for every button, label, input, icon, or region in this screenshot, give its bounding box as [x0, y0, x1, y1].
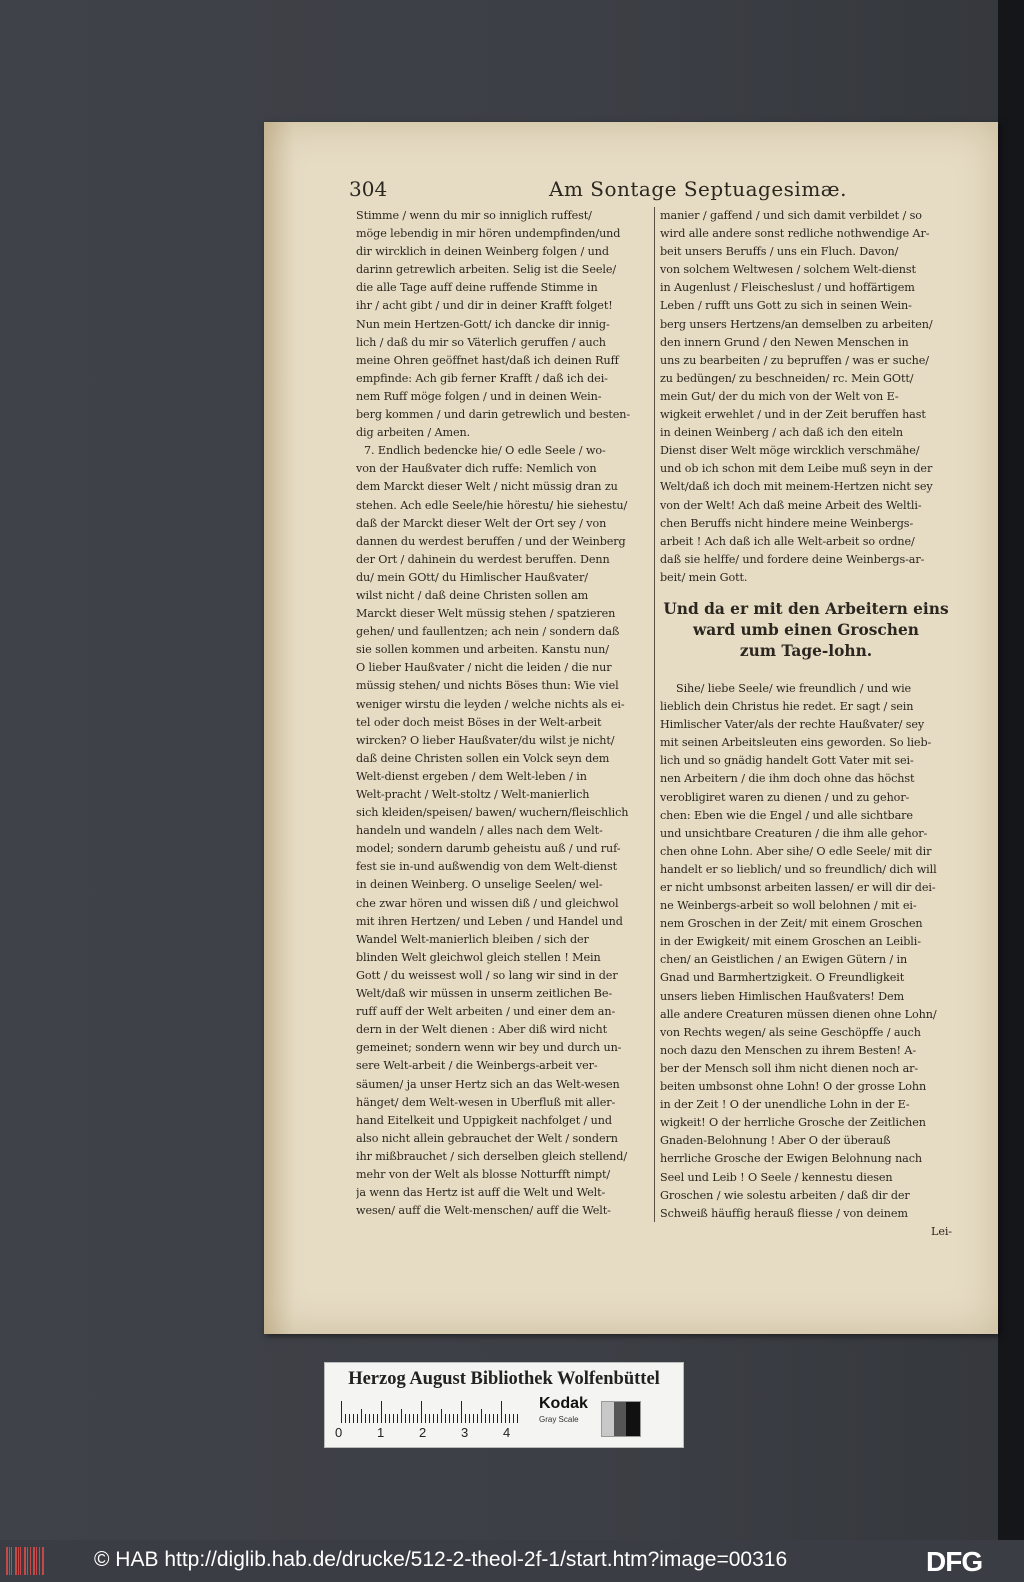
- copyright-url-link[interactable]: © HAB http://diglib.hab.de/drucke/512-2-theol-2f-1/start.htm?image=00316: [94, 1548, 788, 1571]
- ruler-tick: [429, 1414, 430, 1423]
- text-line: model; sondern darumb geheistu auß / und ruf-: [356, 842, 621, 856]
- text-line: daß der Marckt dieser Welt der Ort sey / von: [356, 516, 607, 530]
- ruler-tick: [425, 1414, 426, 1423]
- text-line: von Rechts wegen/ als seine Geschöpffe / auch: [660, 1025, 921, 1039]
- ruler-tick: [405, 1414, 406, 1423]
- ruler-number: 2: [419, 1425, 427, 1440]
- ruler-tick: [461, 1401, 462, 1423]
- text-line: wigkeit erwehlet / und in der Zeit beruffen hast: [660, 408, 926, 422]
- kodak-brand: Kodak: [539, 1395, 588, 1412]
- ruler-tick: [501, 1401, 502, 1423]
- ruler-tick: [381, 1401, 382, 1423]
- text-line: weniger wirstu die leyden / welche nichts als ei-: [356, 697, 625, 711]
- text-line: Welt-dienst ergeben / dem Welt-leben / in: [356, 769, 587, 783]
- column-divider: [654, 207, 655, 1222]
- measurement-ruler: [341, 1401, 519, 1423]
- ruler-tick: [497, 1414, 498, 1423]
- text-line: alle andere Creaturen müssen dienen ohne Lohn/: [660, 1007, 937, 1021]
- text-line: ihr mißbrauchet / sich derselben gleich stellend/: [356, 1149, 627, 1163]
- ruler-tick: [509, 1414, 510, 1423]
- barcode-bar: [36, 1547, 37, 1575]
- text-line: lich und so gnädig handelt Gott Vater mit sei-: [660, 754, 914, 768]
- ruler-tick: [397, 1414, 398, 1423]
- text-line: gemeinet; sondern wenn wir bey und durch un-: [356, 1041, 622, 1055]
- dfg-logo: DFG: [926, 1546, 983, 1577]
- text-line: Gnaden-Belohnung ! Aber O der überauß: [660, 1134, 891, 1148]
- ruler-tick: [389, 1414, 390, 1423]
- text-line: und unsichtbare Creaturen / die ihm alle gehor-: [660, 826, 928, 840]
- text-line: verobligiret waren zu dienen / und zu gehor-: [660, 790, 910, 804]
- ruler-tick: [417, 1414, 418, 1423]
- text-line: hand Eitelkeit und Uppigkeit nachfolget / und: [356, 1113, 612, 1127]
- ruler-tick: [353, 1414, 354, 1423]
- ruler-tick: [473, 1414, 474, 1423]
- text-line: und ob ich schon mit dem Leibe muß seyn in der: [660, 462, 933, 476]
- right-column-top-text: [660, 207, 952, 587]
- text-line: säumen/ ja unser Hertz sich an das Welt-wesen: [356, 1077, 620, 1091]
- text-line: uns zu bearbeiten / zu bepruffen / was er suche/: [660, 353, 929, 367]
- ruler-number: 4: [503, 1425, 511, 1440]
- text-line: nem Groschen in der Zeit/ mit einem Groschen: [660, 917, 923, 931]
- ruler-tick: [433, 1414, 434, 1423]
- text-line: wesen/ auff die Welt-menschen/ auff die Welt-: [356, 1204, 611, 1218]
- text-line: dern in der Welt dienen : Aber diß wird nicht: [356, 1023, 608, 1037]
- ruler-tick: [453, 1414, 454, 1423]
- ruler-tick: [449, 1414, 450, 1423]
- running-title: Am Sontage Septuagesimæ.: [549, 177, 847, 201]
- text-line: sich kleiden/speisen/ bawen/ wuchern/fleischlich: [356, 806, 629, 820]
- ruler-number: 1: [377, 1425, 385, 1440]
- text-line: daß deine Christen sollen ein Volck seyn dem: [356, 751, 610, 765]
- text-line: Seel und Leib ! O Seele / kennestu diesen: [660, 1170, 893, 1184]
- ruler-tick: [457, 1414, 458, 1423]
- text-line: berg kommen / und darin getrewlich und besten-: [356, 408, 631, 422]
- ruler-tick: [489, 1414, 490, 1423]
- ruler-tick: [393, 1414, 394, 1423]
- ruler-tick: [401, 1409, 402, 1423]
- ruler-tick: [421, 1401, 422, 1423]
- text-line: müssig stehen/ und nichts Böses thun: Wie viel: [356, 679, 619, 693]
- text-line: Welt/daß wir müssen in unserm zeitlichen Be-: [356, 987, 613, 1001]
- text-line: ihr / acht gibt / und dir in deiner Krafft folget!: [356, 299, 613, 313]
- text-line: hänget/ dem Welt-wesen in Uberfluß mit aller-: [356, 1095, 616, 1109]
- ruler-tick: [409, 1414, 410, 1423]
- barcode-bar: [24, 1547, 26, 1575]
- text-line: Leben / rufft uns Gott zu sich in seinen Wein-: [660, 299, 912, 313]
- text-line: herrliche Grosche der Ewigen Belohnung nach: [660, 1152, 923, 1166]
- text-line: in deinen Weinberg / ach daß ich den eiteln: [660, 426, 903, 440]
- text-line: tel oder doch meist Böses in der Welt-arbeit: [356, 715, 602, 729]
- text-line: meine Ohren geöffnet hast/daß ich deinen Ruff: [356, 353, 619, 367]
- text-line: empfinde: Ach gib ferner Krafft / daß ich dei-: [356, 371, 608, 385]
- text-line: Stimme / wenn du mir so inniglich ruffest/: [356, 209, 592, 222]
- text-line: ruff auff der Welt arbeiten / und einer dem an-: [356, 1005, 616, 1019]
- text-line: beit/ mein Gott.: [660, 570, 748, 584]
- ruler-number: 3: [461, 1425, 469, 1440]
- ruler-tick: [437, 1414, 438, 1423]
- text-line: Gnad und Barmhertzigkeit. O Freundligkeit: [660, 971, 905, 985]
- text-line: beiten umbsonst ohne Lohn! O der grosse Lohn: [660, 1080, 927, 1094]
- text-line: O lieber Haußvater / nicht die leiden / die nur: [356, 661, 612, 675]
- barcode-bar: [6, 1547, 8, 1575]
- text-line: dig arbeiten / Amen.: [356, 426, 471, 440]
- text-line: fest sie in-und außwendig von dem Welt-dienst: [356, 860, 618, 874]
- ruler-tick: [377, 1414, 378, 1423]
- text-line: dem Marckt dieser Welt / nicht müssig dran zu: [356, 480, 618, 494]
- text-line: ne Weinbergs-arbeit so woll belohnen / mit ei-: [660, 899, 917, 913]
- text-line: chen/ an Geistlichen / an Ewigen Gütern / in: [660, 953, 908, 967]
- text-line: dir wircklich in deinen Weinberg folgen / und: [356, 245, 609, 259]
- text-line: du/ mein GOtt/ du Himlischer Haußvater/: [356, 570, 588, 584]
- text-line: handelt er so lieblich/ und so freundlich/ dich will: [660, 862, 937, 876]
- text-line: Marckt dieser Welt müssig stehen / spatzieren: [356, 607, 616, 621]
- text-line: Nun mein Hertzen-Gott/ ich dancke dir innig-: [356, 317, 610, 331]
- section-heading: [660, 599, 952, 662]
- text-line: daß sie helffe/ und fordere deine Weinbergs-ar-: [660, 552, 925, 566]
- text-line: che zwar hören und wissen diß / und gleichwol: [356, 896, 619, 910]
- page-number: 304: [349, 177, 388, 201]
- ruler-tick: [477, 1414, 478, 1423]
- text-column-left: [356, 207, 648, 1220]
- text-line: Welt/daß ich doch mit meinem-Hertzen nicht sey: [660, 480, 933, 494]
- text-line: Sihe/ liebe Seele/ wie freundlich / und wie: [676, 681, 912, 695]
- text-line: von der Welt! Ach daß meine Arbeit des Weltli-: [660, 498, 922, 512]
- ruler-tick: [345, 1414, 346, 1423]
- barcode-bar: [30, 1547, 31, 1575]
- scanner-edge: [998, 0, 1024, 1540]
- text-line: von solchem Weltwesen / solchem Welt-dienst: [660, 263, 916, 277]
- footer-bar: [0, 1540, 1024, 1582]
- barcode-bar: [42, 1547, 44, 1575]
- text-line: Wandel Welt-manierlich bleiben / sich der: [356, 932, 589, 946]
- text-line: der Ort / dahinein du werdest beruffen. Denn: [356, 552, 610, 566]
- text-line: in Augenlust / Fleischeslust / und hoffärtigem: [660, 281, 915, 295]
- heading-line: zum Tage-lohn.: [739, 641, 873, 660]
- right-column-bottom-text: [660, 680, 952, 1241]
- text-line: dannen du werdest beruffen / und der Weinberg: [356, 534, 626, 548]
- ruler-tick: [505, 1414, 506, 1423]
- running-head: [349, 177, 929, 207]
- ruler-tick: [517, 1414, 518, 1423]
- text-line: sie sollen kommen und arbeiten. Kanstu nun/: [356, 643, 609, 657]
- ruler-tick: [485, 1414, 486, 1423]
- ruler-tick: [357, 1414, 358, 1423]
- text-line: mein Gut/ der du mich von der Welt von E-: [660, 389, 899, 403]
- ruler-tick: [349, 1414, 350, 1423]
- ruler-number: 0: [335, 1425, 343, 1440]
- ruler-tick: [373, 1414, 374, 1423]
- ruler-tick: [441, 1409, 442, 1423]
- ruler-tick: [341, 1401, 342, 1423]
- barcode-bar: [20, 1547, 21, 1575]
- ruler-tick: [465, 1414, 466, 1423]
- ruler-tick: [481, 1409, 482, 1423]
- text-line: die alle Tage auff deine ruffende Stimme in: [356, 281, 598, 295]
- text-line: möge lebendig in mir hören undempfinden/und: [356, 227, 621, 241]
- text-line: chen: Eben wie die Engel / und alle sichtbare: [660, 808, 913, 822]
- text-line: darinn getrewlich arbeiten. Selig ist die Seele/: [356, 263, 617, 277]
- ruler-tick: [413, 1414, 414, 1423]
- text-line: 7. Endlich bedencke hie/ O edle Seele / wo-: [364, 444, 606, 458]
- text-line: handeln und wandeln / alles nach dem Welt-: [356, 824, 603, 838]
- text-line: lich / daß du mir so Väterlich geruffen / auch: [356, 335, 606, 349]
- barcode-bar: [33, 1547, 35, 1575]
- ruler-tick: [445, 1414, 446, 1423]
- barcode-icon: [6, 1545, 46, 1577]
- book-page: [264, 122, 998, 1334]
- ruler-tick: [513, 1414, 514, 1423]
- barcode-bar: [39, 1547, 40, 1575]
- ruler-tick: [385, 1414, 386, 1423]
- text-line: in der Zeit ! O der unendliche Lohn in der E-: [660, 1098, 910, 1112]
- barcode-bar: [15, 1547, 17, 1575]
- text-line: mehr von der Welt als blosse Notturfft nimpt/: [356, 1167, 611, 1181]
- text-line: blinden Welt gleichwol gleich stellen ! Mein: [356, 950, 601, 964]
- text-line: wircken? O lieber Haußvater/du wilst je nicht/: [356, 733, 615, 747]
- ruler-tick: [493, 1414, 494, 1423]
- text-line: also nicht allein gebrauchet der Welt / sondern: [356, 1131, 618, 1145]
- text-line: ja wenn das Hertz ist auff die Welt und Welt-: [356, 1186, 606, 1200]
- text-line: nen Arbeitern / die ihm doch ohne das höchst: [660, 772, 915, 786]
- barcode-bar: [18, 1547, 19, 1575]
- barcode-bar: [11, 1547, 12, 1575]
- text-line: unsers lieben Himlischen Haußvaters! Dem: [660, 989, 904, 1003]
- text-line: wigkeit! O der herrliche Grosche der Zeitlichen: [660, 1116, 926, 1130]
- text-line: gehen/ und faullentzen; ach nein / sondern daß: [356, 625, 620, 639]
- text-line: beit unsers Beruffs / uns ein Fluch. Davon/: [660, 245, 899, 259]
- text-line: manier / gaffend / und sich damit verbildet / so: [660, 209, 922, 222]
- ruler-tick: [365, 1414, 366, 1423]
- gray-scale-caption: Gray Scale: [539, 1415, 579, 1424]
- text-line: ber der Mensch soll ihm nicht dienen noch ar-: [660, 1061, 919, 1075]
- text-line: noch dazu den Menschen zu ihrem Besten! A-: [660, 1043, 917, 1057]
- text-line: zu bedüngen/ zu beschneiden/ rc. Mein GOtt/: [660, 371, 914, 385]
- ruler-tick: [361, 1409, 362, 1423]
- text-line: chen Beruffs nicht hindere meine Weinbergs-: [660, 516, 914, 530]
- barcode-bar: [27, 1547, 28, 1575]
- barcode-bar: [9, 1547, 10, 1575]
- text-line: wird alle andere sonst redliche nothwendige Ar-: [660, 227, 930, 241]
- ruler-tick: [369, 1414, 370, 1423]
- text-line: lieblich dein Christus hie redet. Er sagt / sein: [660, 700, 914, 714]
- text-column-right: [660, 207, 952, 1241]
- text-line: in der Ewigkeit/ mit einem Groschen an Leibli-: [660, 935, 921, 949]
- text-line: Welt-pracht / Welt-stoltz / Welt-manierlich: [356, 788, 590, 801]
- text-line: Lei-: [930, 1224, 952, 1238]
- library-name: Herzog August Bibliothek Wolfenbüttel: [348, 1369, 660, 1389]
- heading-line: Und da er mit den Arbeitern eins: [663, 599, 949, 618]
- heading-line: ward umb einen Groschen: [693, 620, 919, 639]
- page-gutter-shade: [264, 122, 294, 1334]
- text-line: mit seinen Arbeitsleuten eins geworden. So lieb-: [660, 736, 932, 750]
- gray-scale-swatch: [601, 1401, 641, 1437]
- text-line: mit ihren Hertzen/ und Leben / und Handel und: [356, 914, 623, 928]
- text-line: Dienst diser Welt möge wircklich verschmähe/: [660, 444, 920, 458]
- text-line: von der Haußvater dich ruffe: Nemlich von: [356, 462, 597, 476]
- text-line: sere Welt-arbeit / die Weinbergs-arbeit ver-: [356, 1059, 598, 1073]
- text-line: arbeit ! Ach daß ich alle Welt-arbeit so ordne/: [660, 534, 915, 548]
- text-line: stehen. Ach edle Seele/hie hörestu/ hie siehestu/: [356, 498, 628, 512]
- text-line: nem Ruff möge folgen / und in deinen Wein-: [356, 389, 602, 403]
- text-line: berg unsers Hertzens/an demselben zu arbeiten/: [660, 317, 933, 331]
- text-line: Schweiß häuffig herauß fliesse / von deinem: [660, 1206, 908, 1220]
- text-line: Gott / du weissest woll / so lang wir sind in der: [356, 968, 618, 982]
- ruler-numbers: [335, 1425, 525, 1443]
- text-line: chen ohne Lohn. Aber sihe/ O edle Seele/ mit dir: [660, 844, 932, 858]
- text-line: den innern Grund / den Newen Menschen in: [660, 335, 909, 349]
- text-line: in deinen Weinberg. O unselige Seelen/ wel-: [356, 878, 603, 892]
- text-line: er nicht umbsonst arbeiten lassen/ er will dir dei-: [660, 881, 936, 894]
- text-line: Groschen / wie solestu arbeiten / daß dir der: [660, 1188, 910, 1202]
- text-line: Himlischer Vater/als der rechte Haußvater/ sey: [660, 718, 925, 732]
- ruler-tick: [469, 1414, 470, 1423]
- library-color-label: [324, 1362, 684, 1448]
- text-line: wilst nicht / daß deine Christen sollen am: [356, 588, 589, 602]
